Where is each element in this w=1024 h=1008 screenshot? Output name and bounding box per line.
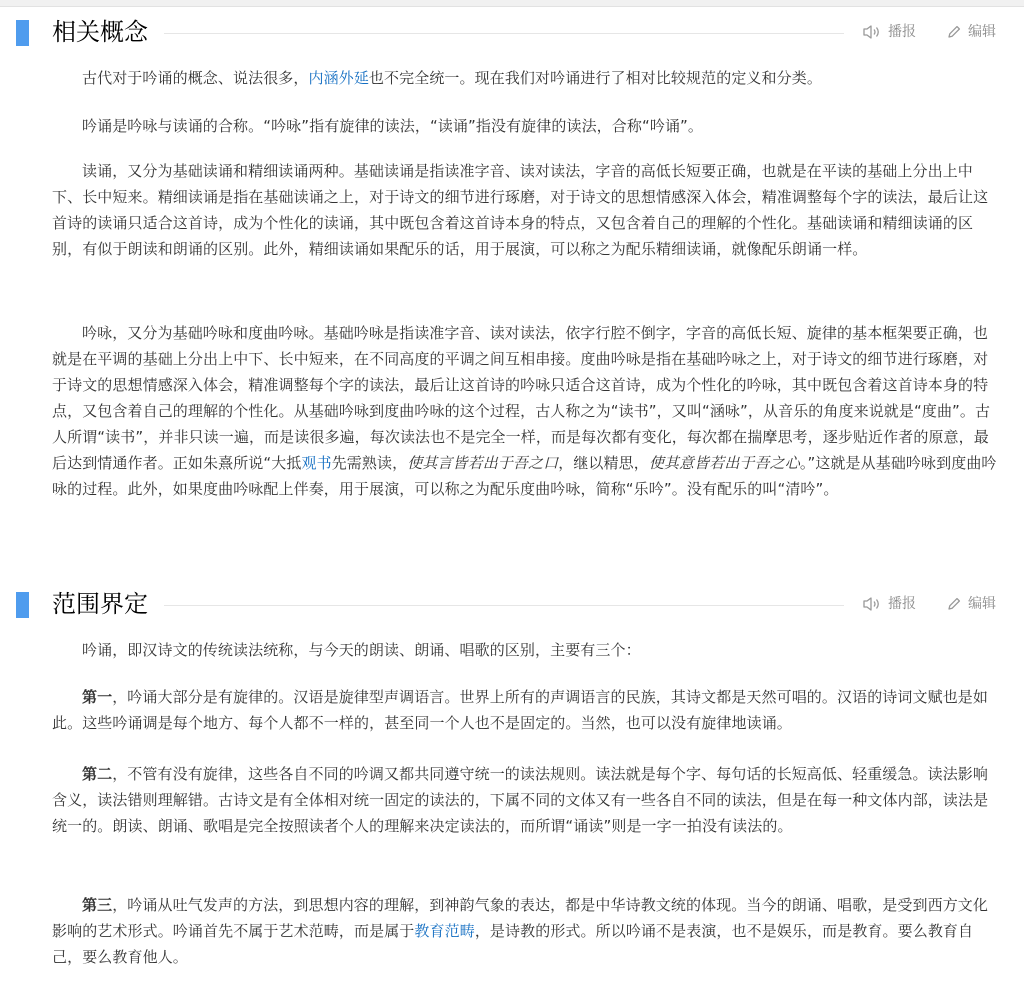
paragraph: 读诵，又分为基础读诵和精细读诵两种。基础读诵是指读准字音、读对读法，字音的高低长短要正确，也就是在平读的基础上分出上中下、长中短来。精细读诵是指在基础读诵之上，对于诗文的细节进行琢磨，对于诗文的思想情感深入体会，精准调整每个字的读法，最后让这首诗的读诵只适合这首诗，成为个性化的读诵，其中既包含着这首诗本身的特点，又包含着自己的理解的个性化。基础读诵和精细读诵的区别，有似于朗读和朗诵的区别。此外，精细读诵如果配乐的话，用于展演，可以称之为配乐精细读诵，就像配乐朗诵一样。 xyxy=(52,162,989,258)
broadcast-label: 播报 xyxy=(888,596,916,612)
paragraph: 吟诵是吟咏与读诵的合称。“吟咏”指有旋律的读法，“读诵”指没有旋律的读法，合称“吟诵”。 xyxy=(82,117,704,135)
paragraph xyxy=(52,892,997,970)
section-marker xyxy=(16,20,29,46)
paragraph xyxy=(52,684,997,736)
paragraph: 吟诵，即汉诗文的传统读法统称，与今天的朗读、朗诵、唱歌的区别，主要有三个： xyxy=(82,641,641,659)
paragraph xyxy=(52,65,997,91)
broadcast-label: 播报 xyxy=(888,24,916,40)
pencil-icon xyxy=(946,24,962,40)
paragraph xyxy=(52,761,997,839)
edit-label: 编辑 xyxy=(968,596,996,612)
section-related-concepts xyxy=(0,12,1024,52)
section-title: 相关概念 xyxy=(52,18,148,46)
text: 。”这就是从基础吟咏到度曲吟咏的过程。此外，如果度曲吟咏配上伴奏，用于展演，可以称之为配乐度曲吟咏，简称“乐吟”。没有配乐的叫“清吟”。 xyxy=(52,454,997,498)
section-header xyxy=(0,12,1024,52)
section-marker xyxy=(16,592,29,618)
edit-label: 编辑 xyxy=(968,24,996,40)
text: 古代对于吟诵的概念、说法很多， xyxy=(82,69,309,87)
speaker-icon xyxy=(862,596,882,612)
paragraph xyxy=(52,320,997,502)
link-connotation-extension[interactable]: 内涵外延 xyxy=(308,69,369,87)
top-border xyxy=(0,0,1024,7)
bold-lead: 第二 xyxy=(82,765,113,783)
bold-lead: 第三 xyxy=(82,896,113,914)
quote-italic: 使其意皆若出于吾之心 xyxy=(648,454,800,472)
section-title: 范围界定 xyxy=(52,590,148,618)
text: 吟咏，又分为基础吟咏和度曲吟咏。基础吟咏是指读准字音、读对读法，依字行腔不倒字，字音的高低长短、旋律的基本框架要正确，也就是在平调的基础上分出上中下、长中短来，在不同高度的平调之间互相串接。度曲吟咏是指在基础吟咏之上，对于诗文的细节进行琢磨，对于诗文的思想情感深入体会，精准调整每个字的读法，最后让这首诗的吟咏只适合这首诗，成为个性化的吟咏，其中既包含着这首诗本身的特点，又包含着自己的理解的个性化。从基础吟咏到度曲吟咏的这个过程，古人称之为“读书”，又叫“涵咏”，从音乐的角度来说就是“度曲”。古人所谓“读书”，并非只读一遍，而是读很多遍，每次读法也不是完全一样，而是每次都有变化，每次都在揣摩思考，逐步贴近作者的原意，最后达到情通作者。正如朱熹所说“大抵 xyxy=(52,324,991,472)
edit-button[interactable] xyxy=(946,594,996,614)
text: ，吟诵大部分是有旋律的。汉语是旋律型声调语言。世界上所有的声调语言的民族，其诗文都是天然可唱的。汉语的诗词文赋也是如此。这些吟诵调是每个地方、每个人都不一样的，甚至同一个人也不是固定的。当然，也可以没有旋律地读诵。 xyxy=(52,688,989,732)
broadcast-button[interactable] xyxy=(862,22,916,42)
broadcast-button[interactable] xyxy=(862,594,916,614)
text: ，是诗教的形式。所以吟诵不是表演，也不是娱乐，而是教育。要么教育自己，要么教育他人。 xyxy=(52,922,974,966)
edit-button[interactable] xyxy=(946,22,996,42)
link-guanshu[interactable]: 观书 xyxy=(301,454,332,472)
quote-italic: 使其言皆若出于吾之口 xyxy=(407,454,559,472)
text: 也不完全统一。现在我们对吟诵进行了相对比较规范的定义和分类。 xyxy=(368,69,822,87)
text: ，不管有没有旋律，这些各自不同的吟调又都共同遵守统一的读法规则。读法就是每个字、每句话的长短高低、轻重缓急。读法影响含义，读法错则理解错。古诗文是有全体相对统一固定的读法的，下属不同的文体又有一些各自不同的读法，但是在每一种文体内部，读法是统一的。朗读、朗诵、歌唱是完全按照读者个人的理解来决定读法的，而所谓“诵读”则是一字一拍没有读法的。 xyxy=(52,765,989,835)
pencil-icon xyxy=(946,596,962,612)
text: ，吟诵从吐气发声的方法，到思想内容的理解，到神韵气象的表达，都是中华诗教文统的体现。当今的朗诵、唱歌，是受到西方文化影响的艺术形式。吟诵首先不属于艺术范畴，而是属于 xyxy=(52,896,989,940)
text: ，继以精思， xyxy=(558,454,649,472)
speaker-icon xyxy=(862,24,882,40)
bold-lead: 第一 xyxy=(82,688,113,706)
text: 先需熟读， xyxy=(331,454,408,472)
section-scope-definition xyxy=(0,584,1024,624)
section-divider xyxy=(164,33,844,34)
section-divider xyxy=(164,605,844,606)
section-header xyxy=(0,584,1024,624)
link-education-category[interactable]: 教育范畴 xyxy=(414,922,475,940)
